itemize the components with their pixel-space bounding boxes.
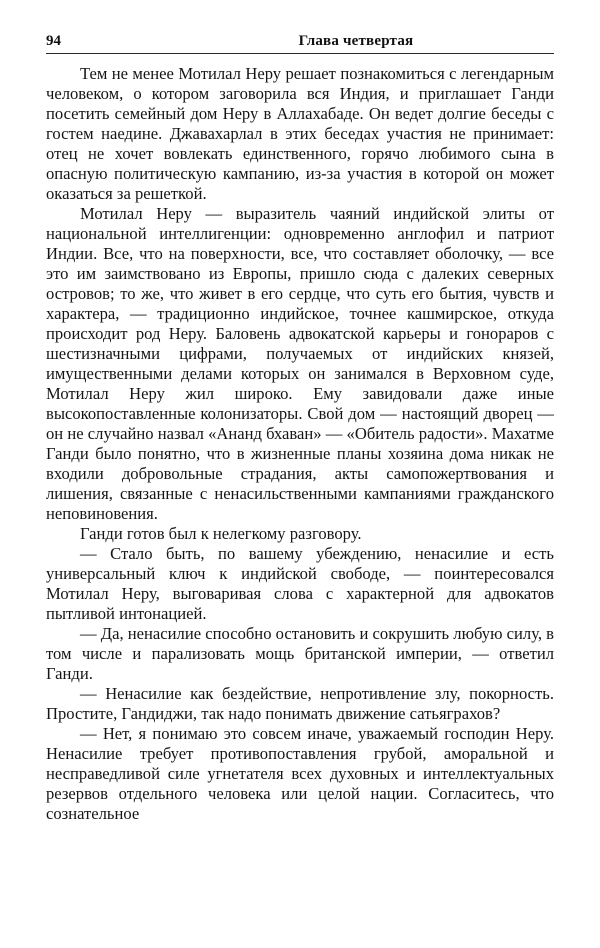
header-rule <box>46 53 554 54</box>
dialogue-paragraph: — Стало быть, по вашему убеждению, ненасилие и есть универсальный ключ к индийской свободе, — поинтересовался Мотилал Неру, выговаривая слова с характерной для адвокатов пытливой интонацией. <box>46 544 554 623</box>
paragraph: Тем не менее Мотилал Неру решает познакомиться с легендарным человеком, о котором заговорила вся Индия, и приглашает Ганди посетить семейный дом Неру в Аллахабаде. Он ведет долгие беседы с гостем наедине. Джавахарлал в этих беседах участия не принимает: отец не хочет вовлекать единственного, горячо любимого сына в опасную политическую кампанию, из-за участия в которой он может оказаться за решеткой. <box>46 64 554 203</box>
paragraph: Мотилал Неру — выразитель чаяний индийской элиты от национальной интеллигенции: одновременно англофил и патриот Индии. Все, что на поверхности, все, что составляет оболочку, — все это им заимствовано из Европы, пришло сюда с далеких северных островов; то же, что живет в его сердце, что суть его бытия, чувств и характера, — традиционно индийское, точнее кашмирское, откуда происходит род Неру. Баловень адвокатской карьеры и гонораров с шестизначными цифрами, получаемых от индийских князей, имущественными делами которых он занимался в Верховном суде, Мотилал Неру жил широко. Ему завидовали даже иные высокопоставленные колонизаторы. Свой дом — настоящий дворец — он не случайно назвал «Ананд бхаван» — «Обитель радости». Махатме Ганди было понятно, что в жизненные планы хозяина дома никак не входили добровольные страдания, акты самопожертвования и лишения, связанные с ненасильственными кампаниями гражданского неповиновения. <box>46 204 554 523</box>
running-head <box>46 30 554 52</box>
dialogue-paragraph: — Нет, я понимаю это совсем иначе, уважаемый господин Неру. Ненасилие требует противопоставления грубой, аморальной и несправедливой силе угнетателя всех духовных и интеллектуальных резервов отдельного человека или целой нации. Согласитесь, что сознательное <box>46 724 554 823</box>
dialogue-paragraph: — Ненасилие как бездействие, непротивление злу, покорность. Простите, Гандиджи, так надо понимать движение сатьяграхов? <box>46 684 554 723</box>
dialogue-paragraph: — Да, ненасилие способно остановить и сокрушить любую силу, в том числе и парализовать мощь британской империи, — ответил Ганди. <box>46 624 554 683</box>
page-number: 94 <box>46 33 61 49</box>
chapter-title: Глава четвертая <box>298 33 414 49</box>
paragraph: Ганди готов был к нелегкому разговору. <box>80 524 362 543</box>
body-text <box>46 64 554 824</box>
